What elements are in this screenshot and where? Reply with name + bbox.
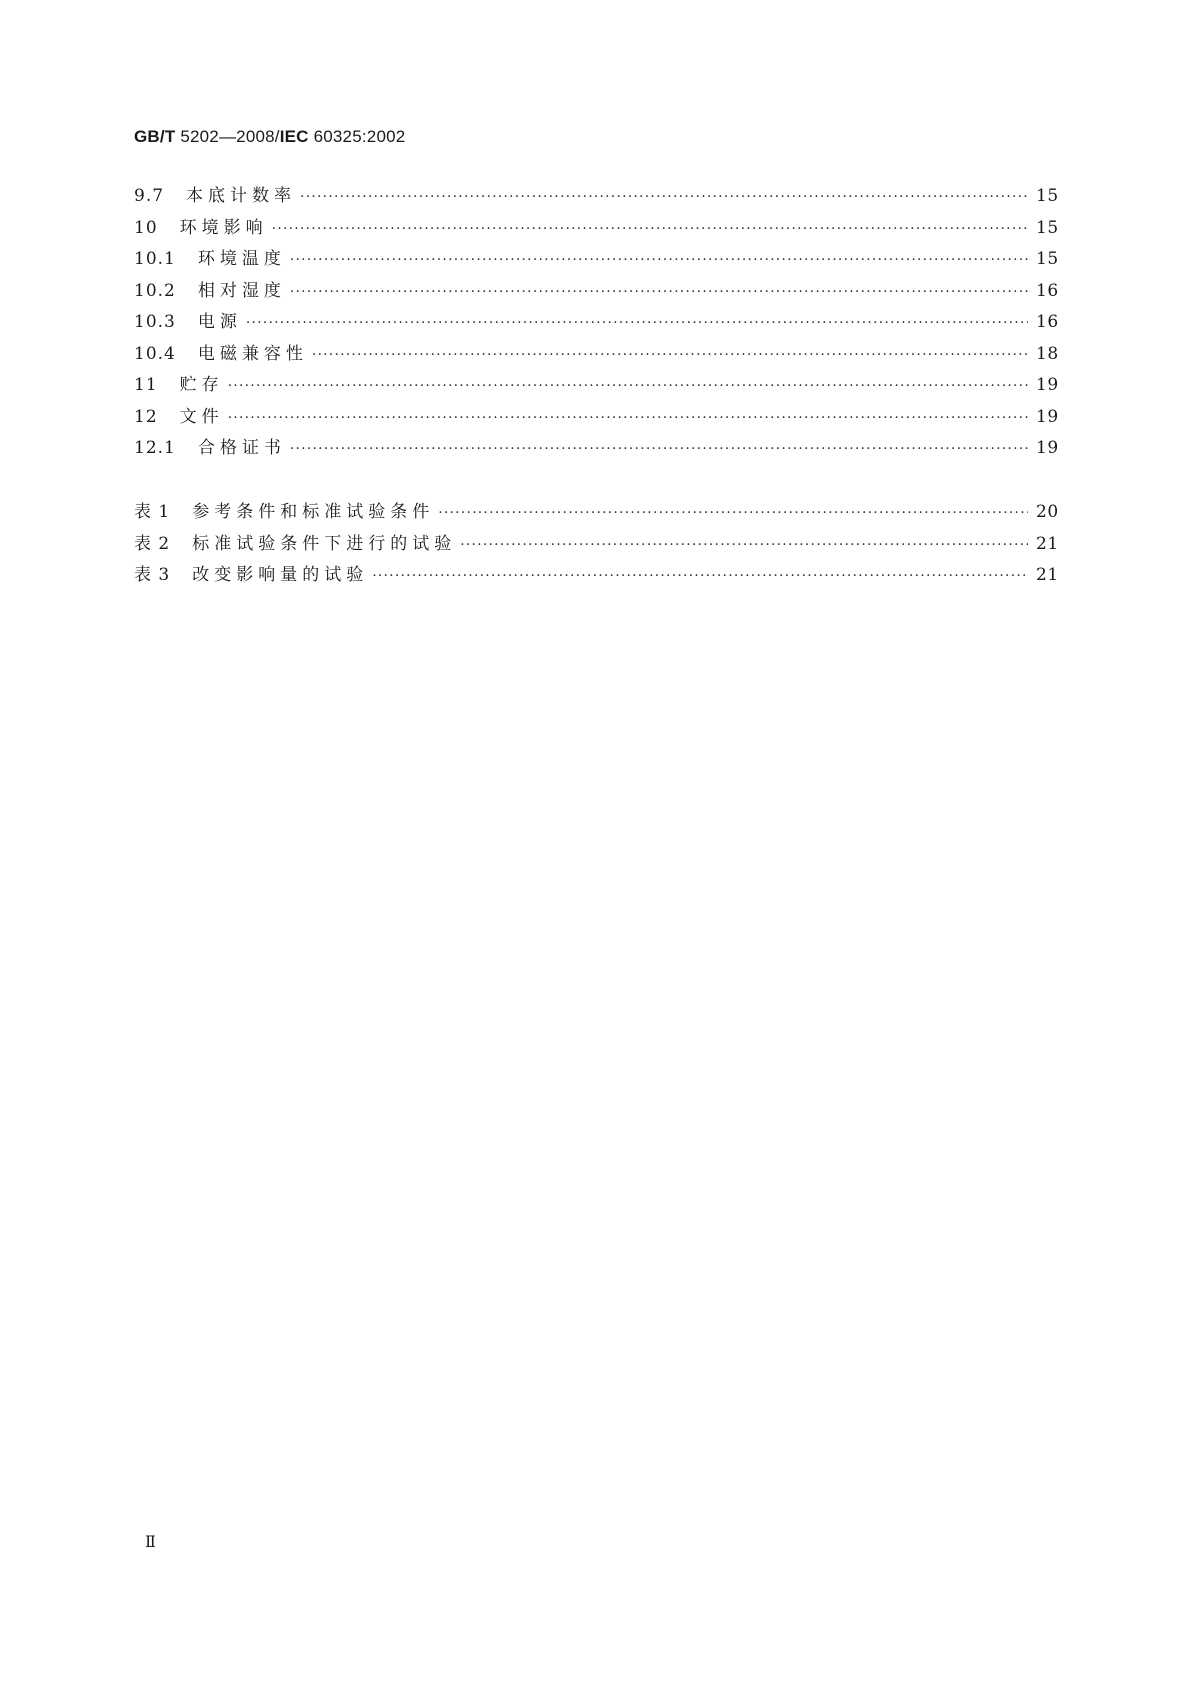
toc-leader-dots (290, 441, 1028, 457)
toc-entry-title: 电磁兼容性 (197, 343, 308, 364)
toc-leader-dots (372, 568, 1028, 584)
toc-table-entry[interactable] (134, 497, 1058, 529)
toc-entry-page: 19 (1036, 375, 1059, 395)
toc-entry-page: 18 (1036, 343, 1059, 364)
toc-table-title: 标准试验条件下进行的试验 (192, 533, 457, 554)
toc-table-number: 表 2 (134, 533, 171, 554)
toc-leader-dots (228, 410, 1028, 426)
toc-entry-page: 15 (1036, 249, 1059, 269)
standard-code: GB/T (134, 127, 176, 146)
toc-entry-page: 15 (1036, 186, 1059, 206)
toc-entry-title: 电源 (197, 312, 242, 332)
toc-leader-dots (300, 189, 1028, 205)
toc-entry[interactable] (134, 181, 1058, 213)
toc-leader-dots (438, 505, 1028, 521)
toc-table-number: 表 3 (134, 565, 171, 585)
toc-leader-dots (460, 537, 1028, 553)
toc-entry[interactable] (134, 307, 1058, 339)
toc-entry-number: 11 (134, 375, 158, 395)
toc-entry-page: 16 (1036, 312, 1059, 332)
toc-table-entry[interactable] (134, 560, 1058, 592)
toc-entry[interactable] (134, 402, 1058, 434)
toc-leader-dots (228, 378, 1028, 394)
toc-entry-number: 10.4 (134, 343, 176, 364)
toc-entry-title: 环境温度 (197, 249, 286, 269)
toc-table-page: 21 (1036, 565, 1059, 585)
toc-entry[interactable] (134, 244, 1058, 276)
toc-entry-title: 贮存 (179, 375, 224, 395)
toc-table-title: 参考条件和标准试验条件 (192, 502, 435, 522)
toc-entry-number: 12 (134, 406, 158, 427)
toc-tables-list (134, 497, 1058, 592)
toc-table-page: 20 (1036, 502, 1059, 522)
toc-entry[interactable] (134, 276, 1058, 308)
standard-header (134, 127, 405, 147)
toc-table-page: 21 (1036, 533, 1059, 554)
toc-entry-number: 10.1 (134, 249, 176, 269)
toc-entry-title: 环境影响 (179, 217, 268, 238)
toc-leader-dots (246, 315, 1028, 331)
toc-leader-dots (290, 252, 1028, 268)
toc-leader-dots (312, 347, 1028, 363)
toc-entry-number: 10.3 (134, 312, 176, 332)
toc-clauses-list (134, 181, 1058, 465)
toc-entry-title: 本底计数率 (186, 186, 297, 206)
toc-table-number: 表 1 (134, 502, 171, 522)
toc-entry-number: 10.2 (134, 280, 176, 301)
standard-number: 5202—2008/ (175, 127, 280, 146)
toc-entry-page: 19 (1036, 406, 1059, 427)
toc-entry-page: 19 (1036, 438, 1059, 458)
toc-entry-number: 12.1 (134, 438, 176, 458)
iec-code: IEC (279, 127, 309, 146)
toc-entry-title: 相对湿度 (197, 280, 286, 301)
toc-entry-number: 9.7 (134, 186, 165, 206)
toc-leader-dots (290, 284, 1028, 300)
toc-entry-page: 16 (1036, 280, 1059, 301)
toc-entry[interactable] (134, 339, 1058, 371)
toc-table-entry[interactable] (134, 529, 1058, 561)
toc-entry-page: 15 (1036, 217, 1059, 238)
toc-leader-dots (272, 221, 1028, 237)
toc-entry-number: 10 (134, 217, 158, 238)
toc-entry[interactable] (134, 370, 1058, 402)
toc-entry[interactable] (134, 213, 1058, 245)
toc-entry-title: 合格证书 (197, 438, 286, 458)
page-number: Ⅱ (145, 1532, 156, 1551)
toc-entry[interactable] (134, 433, 1058, 465)
toc-table-title: 改变影响量的试验 (192, 565, 369, 585)
iec-number: 60325:2002 (308, 127, 406, 146)
toc-entry-title: 文件 (179, 406, 224, 427)
